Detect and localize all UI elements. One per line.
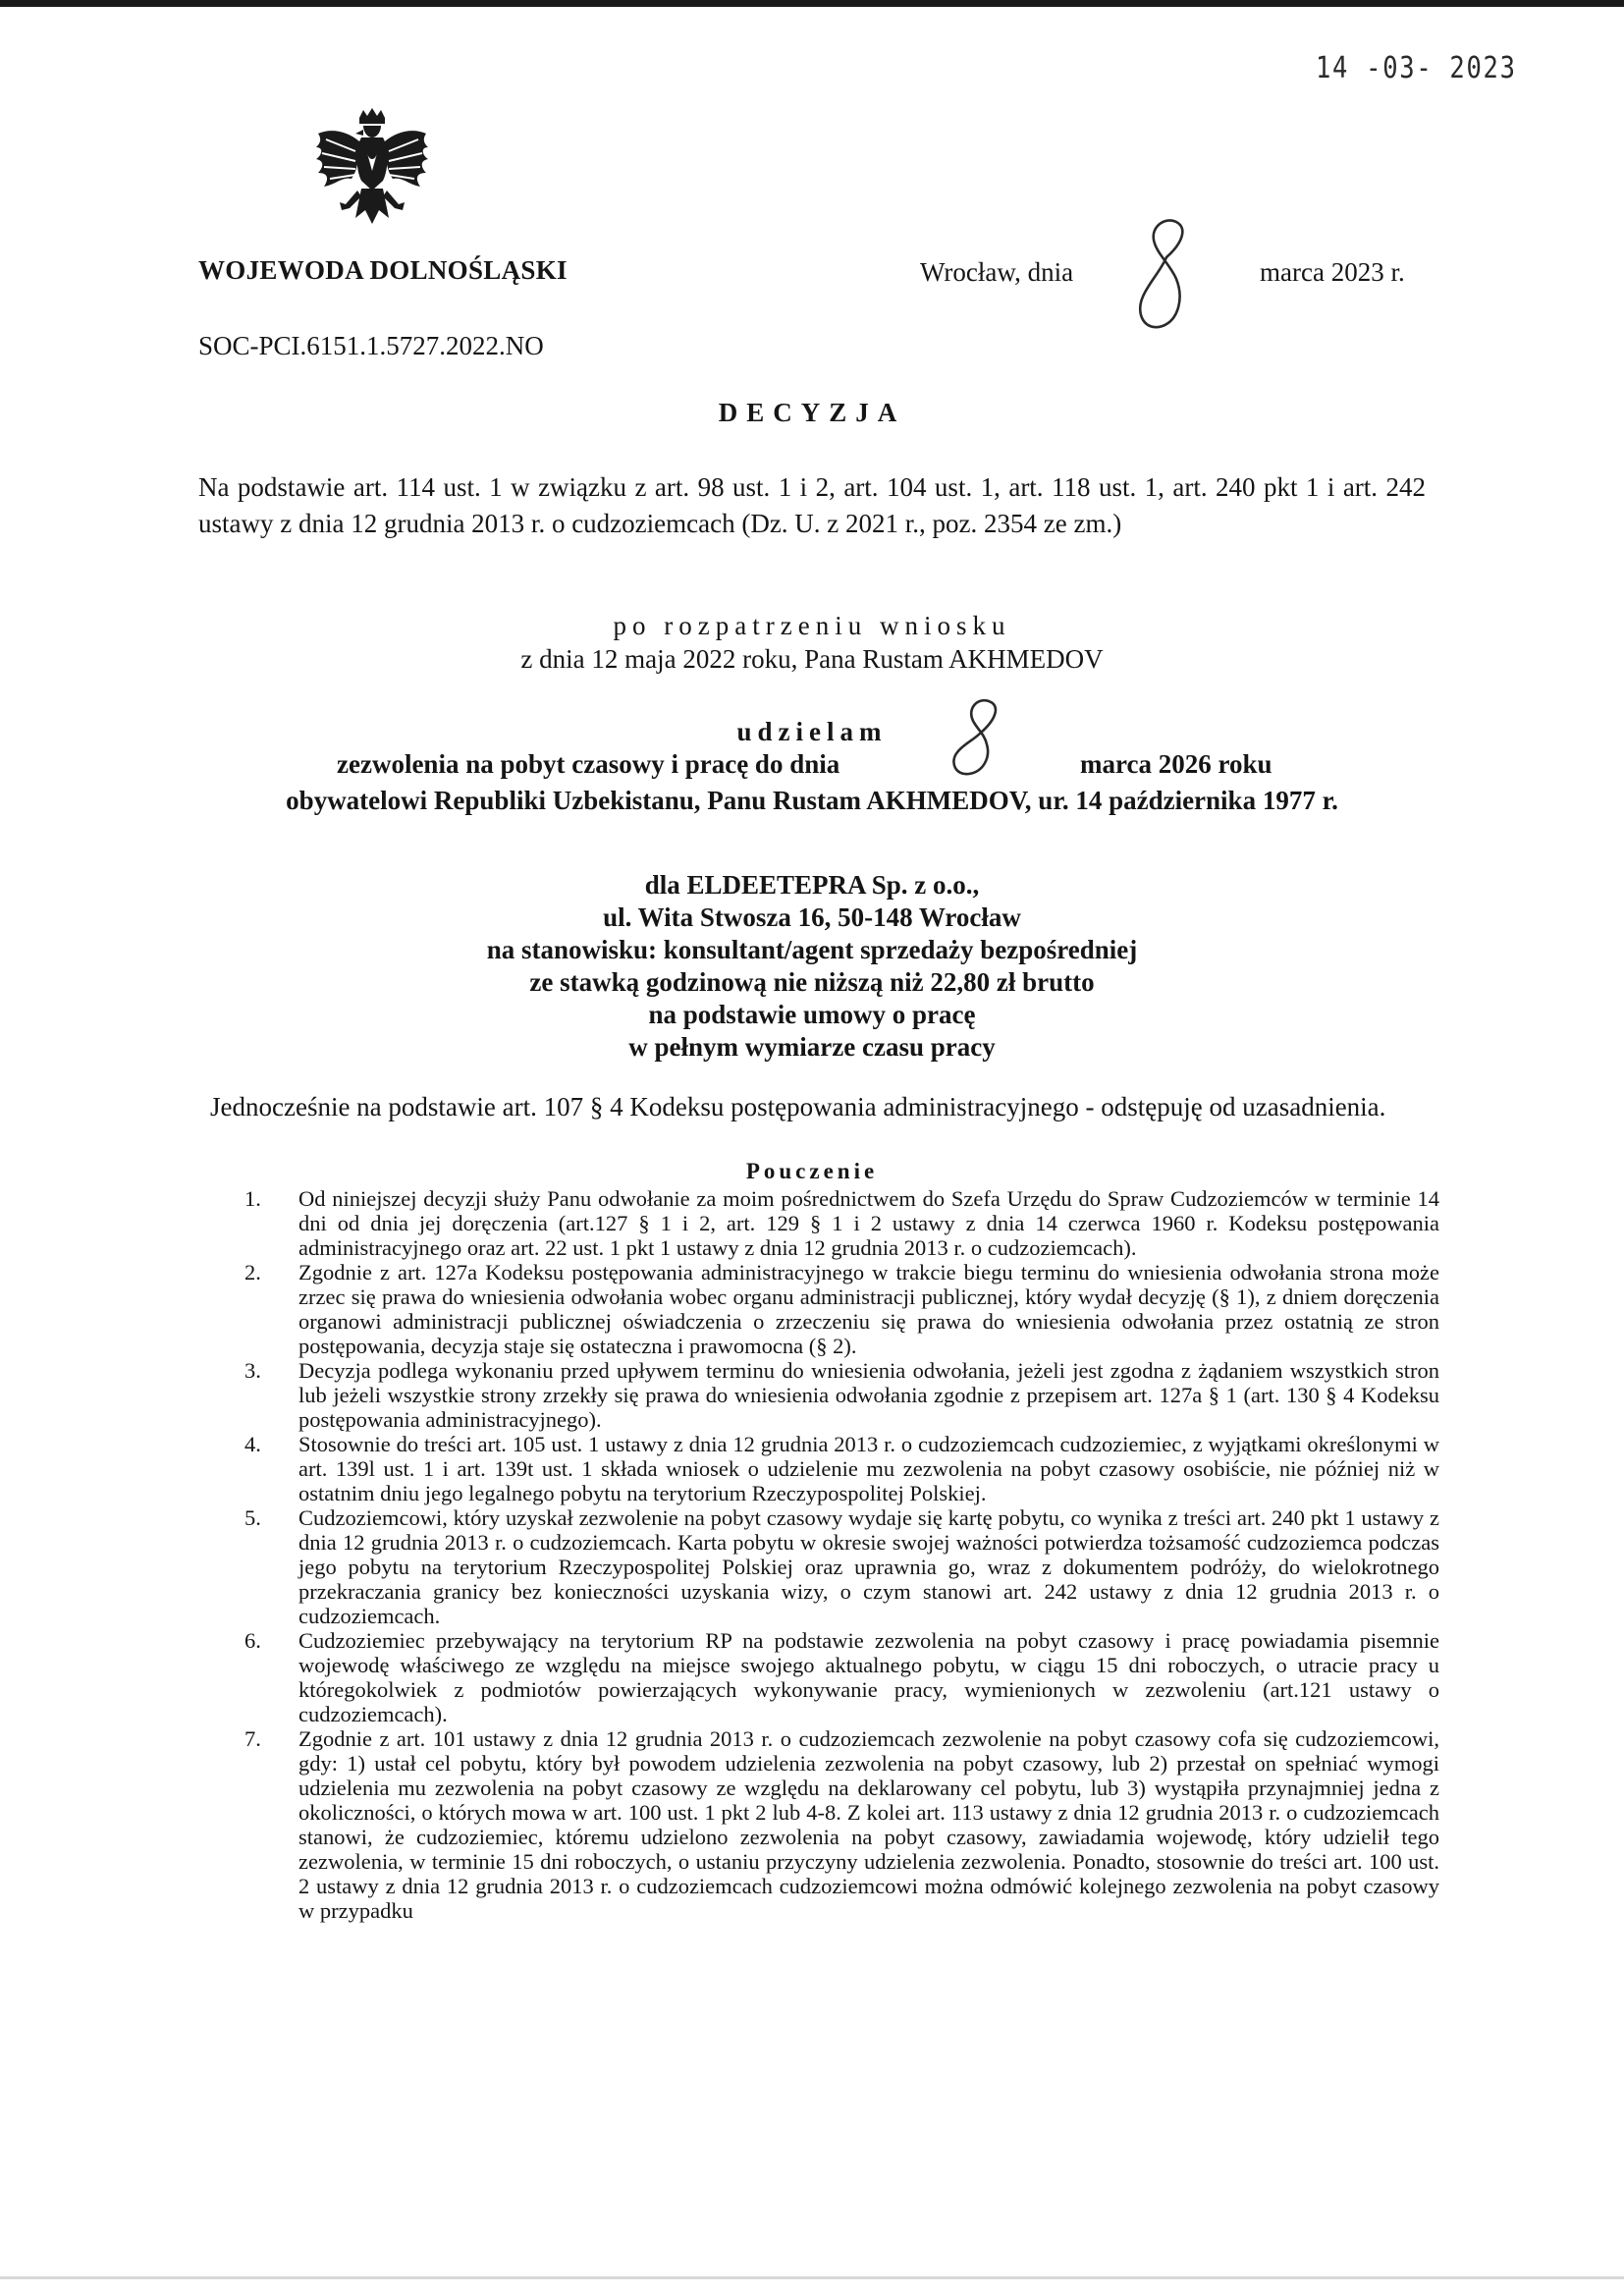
legal-basis-paragraph: Na podstawie art. 114 ust. 1 w związku z art. 98 ust. 1 i 2, art. 104 ust. 1, art. 118 ust. 1, art. 240 pkt 1 i art. 242 ustawy z dnia 12 grudnia 2013 r. o cudzoziemcach (Dz. U. z 2021 r., poz. 2354 ze zm.) xyxy=(198,472,1426,538)
instruction-number: 4. xyxy=(244,1432,261,1456)
issuing-authority: WOJEWODA DOLNOŚLĄSKI xyxy=(198,255,568,285)
employer-name: dla ELDEETEPRA Sp. z o.o., xyxy=(644,870,980,900)
instruction-number: 3. xyxy=(244,1358,261,1383)
instruction-text: Zgodnie z art. 101 ustawy z dnia 12 grudnia 2013 r. o cudzoziemcach zezwolenie na pobyt czasowy cofa się cudzoziemcowi, gdy: 1) ustał cel pobytu, który był powodem udzielenia zezwolenia na pobyt czasowy, lub 2) przestał on spełniać wymogi udzielenia mu zezwolenia na pobyt czasowy ze względu na deklarowany cel pobytu, lub 3) wystąpiła przynajmniej jedna z okoliczności, o których mowa w art. 100 ust. 1 pkt 2 lub 4-8. Z kolei art. 113 ustawy z dnia 12 grudnia 2013 r. o cudzoziemcach stanowi, że cudzoziemiec, któremu udzielono zezwolenia na pobyt czasowy, zawiadamia wojewodę, który udzielił tego zezwolenia, w terminie 15 dni roboczych, o ustaniu przyczyny udzielenia zezwolenia. Ponadto, stosownie do treści art. 100 ust. 2 ustawy z dnia 12 grudnia 2013 r. o cudzoziemcach cudzoziemcowi można odmówić kolejnego zezwolenia na pobyt czasowy w przypadku xyxy=(298,1726,1439,1923)
instruction-item xyxy=(196,1628,1439,1726)
instruction-number: 5. xyxy=(244,1505,261,1530)
job-position: na stanowisku: konsultant/agent sprzedaży bezpośredniej xyxy=(486,935,1138,964)
instruction-item xyxy=(196,1358,1439,1432)
instruction-text: Cudzoziemiec przebywający na terytorium RP na podstawie zezwolenia na pobyt czasowy i pracę powiadamia pisemnie wojewodę właściwego ze względu na miejsce swojego aktualnego pobytu, w ciągu 15 dni roboczych, o utracie pracy u któregokolwiek z podmiotów powierzających wykonywanie pracy, wymienionych w zezwoleniu (art.121 ustawy o cudzoziemcach). xyxy=(298,1628,1439,1726)
received-date-stamp: 14 -03- 2023 xyxy=(1316,51,1517,85)
instructions-list xyxy=(196,1186,1439,1923)
instruction-text: Od niniejszej decyzji służy Panu odwołanie za moim pośrednictwem do Szefa Urzędu do Spraw Cudzoziemców w terminie 14 dni od dnia jej doręczenia (art.127 § 1 i 2, art. 129 § 1 i 2 ustawy z dnia 14 czerwca 1960 r. Kodeksu postępowania administracyjnego oraz art. 22 ust. 1 pkt 1 ustawy z dnia 12 grudnia 2013 r. o cudzoziemcach). xyxy=(298,1186,1439,1260)
review-heading: po rozpatrzeniu wniosku xyxy=(613,611,1011,640)
instruction-item xyxy=(196,1505,1439,1628)
handwritten-day-signature xyxy=(1119,218,1194,334)
instruction-item xyxy=(196,1432,1439,1505)
instructions-title: Pouczenie xyxy=(745,1159,879,1183)
instruction-number: 6. xyxy=(244,1628,261,1653)
handwritten-permit-day-signature xyxy=(938,699,1016,778)
handwritten-8-stroke xyxy=(1119,218,1194,334)
working-time: w pełnym wymiarze czasu pracy xyxy=(628,1032,996,1062)
scan-bottom-edge xyxy=(0,2276,1624,2279)
instruction-item xyxy=(196,1186,1439,1260)
instruction-number: 2. xyxy=(244,1260,261,1285)
permit-valid-until: marca 2026 roku xyxy=(1080,749,1272,779)
grant-verb: udzielam xyxy=(736,717,888,746)
scan-top-edge xyxy=(0,0,1624,7)
case-reference-number: SOC-PCI.6151.1.5727.2022.NO xyxy=(198,331,544,360)
instruction-item xyxy=(196,1260,1439,1358)
justification-waiver: Jednocześnie na podstawie art. 107 § 4 Kodeksu postępowania administracyjnego - odstępuję od uzasadnienia. xyxy=(210,1092,1386,1121)
employment-details xyxy=(0,869,1624,1064)
employer-address: ul. Wita Stwosza 16, 50-148 Wrocław xyxy=(603,902,1021,932)
beneficiary-line: obywatelowi Republiki Uzbekistanu, Panu Rustam AKHMEDOV, ur. 14 października 1977 r. xyxy=(286,786,1338,815)
polish-eagle-emblem xyxy=(312,108,432,246)
hourly-wage: ze stawką godzinową nie niższą niż 22,80 zł brutto xyxy=(529,967,1095,997)
instruction-item xyxy=(196,1726,1439,1923)
instruction-text: Zgodnie z art. 127a Kodeksu postępowania administracyjnego w trakcie biegu terminu do wniesienia odwołania strona może zrzec się prawa do wniesienia odwołania wobec organu administracji publicznej, który wydał decyzję (§ 1), z dniem doręczenia organowi administracji publicznej oświadczenia o zrzeczeniu się prawa do wniesienia odwołania przez ostatnią ze stron postępowania, decyzja staje się ostateczna i prawomocna (§ 2). xyxy=(298,1260,1439,1358)
contract-type: na podstawie umowy o pracę xyxy=(648,1000,976,1029)
instruction-number: 1. xyxy=(244,1186,261,1211)
issue-month-year: marca 2023 r. xyxy=(1260,257,1405,287)
instruction-text: Stosownie do treści art. 105 ust. 1 ustawy z dnia 12 grudnia 2013 r. o cudzoziemcach cudzoziemiec, z wyjątkami określonymi w art. 139l ust. 1 i art. 139t ust. 1 składa wniosek o udzielenie mu zezwolenia na pobyt czasowy osobiście, nie później niż w ostatnim dniu jego legalnego pobytu na terytorium Rzeczypospolitej Polskiej. xyxy=(298,1432,1439,1505)
place-date-prefix: Wrocław, dnia xyxy=(920,257,1074,287)
instruction-text: Cudzoziemcowi, który uzyskał zezwolenie na pobyt czasowy wydaje się kartę pobytu, co wynika z treści art. 240 pkt 1 ustawy z dnia 12 grudnia 2013 r. o cudzoziemcach. Karta pobytu w okresie swojej ważności potwierdza tożsamość cudzoziemca podczas jego pobytu na terytorium Rzeczypospolitej Polskiej oraz uprawnia go, wraz z dokumentem podróży, do wielokrotnego przekraczania granicy bez konieczności uzyskania wizy, o czym stanowi art. 242 ustawy z dnia 12 grudnia 2013 r. o cudzoziemcach. xyxy=(298,1505,1439,1628)
instruction-text: Decyzja podlega wykonaniu przed upływem terminu do wniesienia odwołania, jeżeli jest zgodna z żądaniem wszystkich stron lub jeżeli wszystkie strony zrzekły się prawa do wniesienia odwołania zgodnie z przepisem art. 127a § 1 (art. 130 § 4 Kodeksu postępowania administracyjnego). xyxy=(298,1358,1439,1432)
application-reference: z dnia 12 maja 2022 roku, Pana Rustam AKHMEDOV xyxy=(520,644,1104,674)
permit-type: zezwolenia na pobyt czasowy i pracę do dnia xyxy=(337,749,840,779)
handwritten-8-permit-stroke xyxy=(938,699,1016,778)
instruction-number: 7. xyxy=(244,1726,261,1751)
document-title: DECYZJA xyxy=(718,398,906,427)
